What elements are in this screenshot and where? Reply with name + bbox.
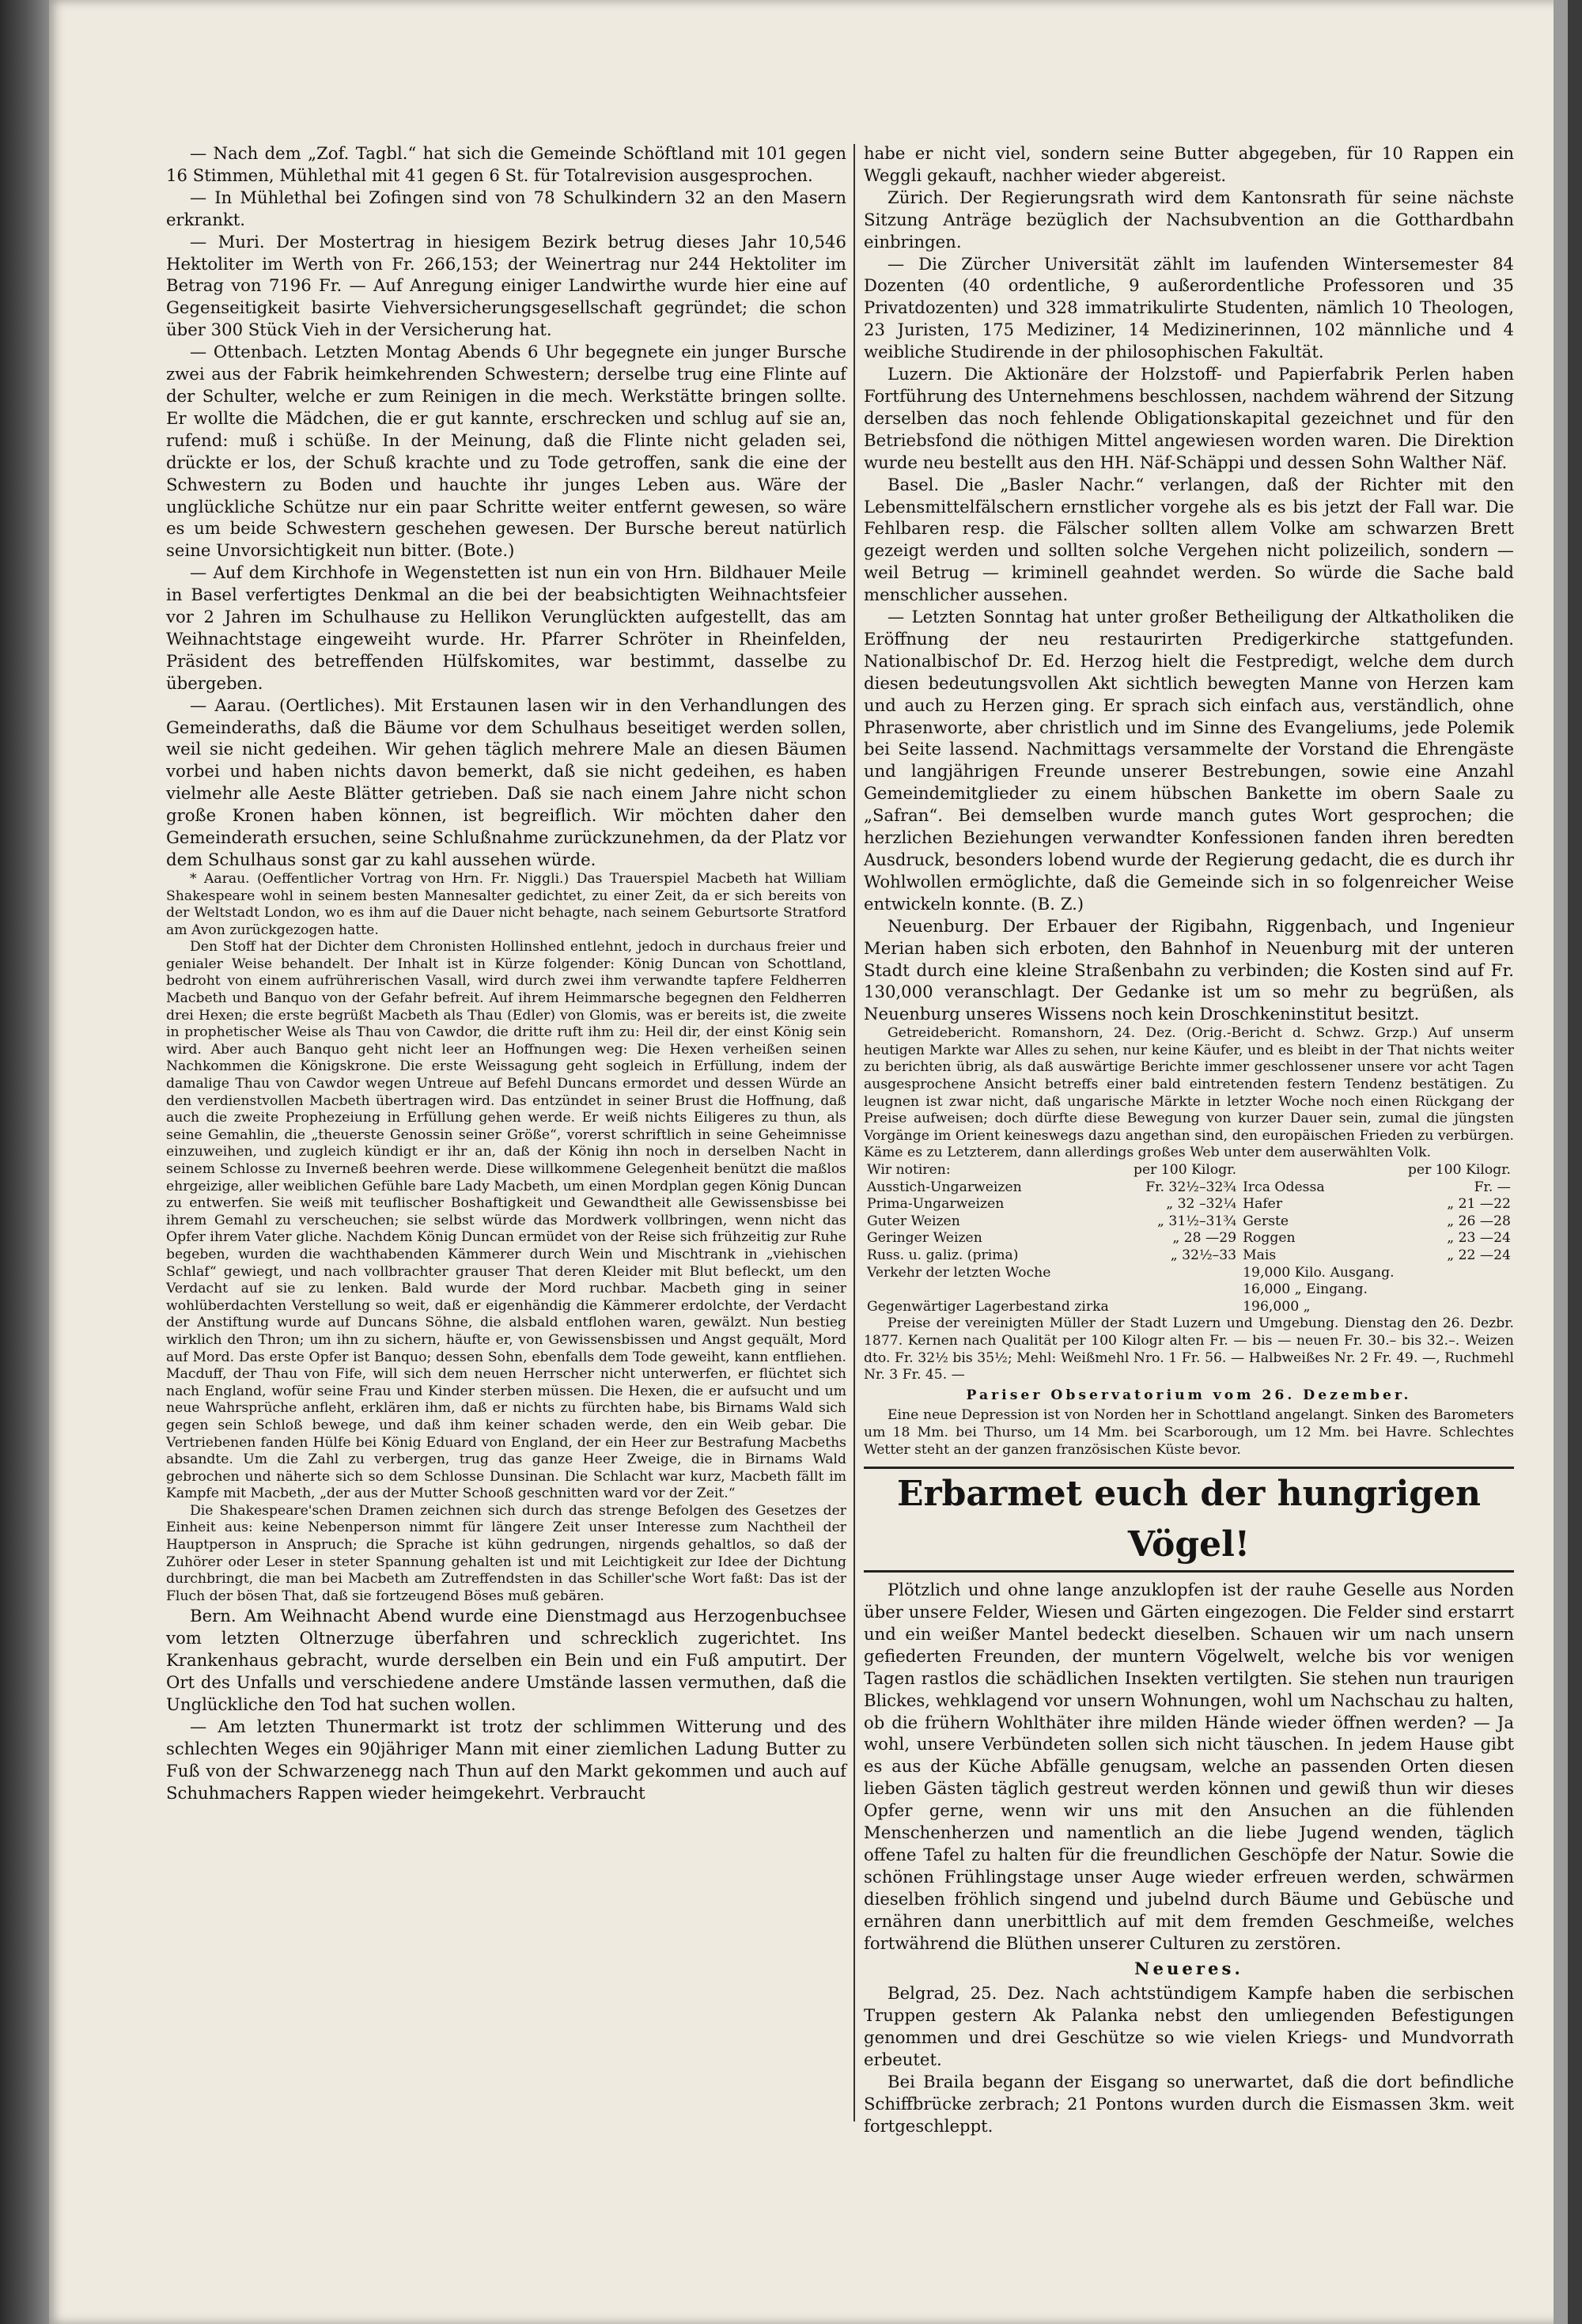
table-row: Russ. u. galiz. (prima) „ 32½–33 Mais „ 22 —24 (867, 1247, 1511, 1263)
table-row: Gegenwärtiger Lagerbestand zirka 196,000 „ (867, 1298, 1311, 1315)
news-aarau-trees: — Aarau. (Oertliches). Mit Erstaunen lasen wir in den Verhandlungen des Gemeinderaths, daß die Bäume vor dem Schulhaus beseitiget werden sollen, weil sie nicht gedeihen. Wir gehen täglich mehrere Male an diesen Bäumen vorbei und haben nichts davon bemerkt, daß sie nicht gedeihen, es haben vielmehr alle Aeste Blätter getrieben. Daß sie nach einem Jahre nicht schon große Kronen haben können, ist begreiflich. Wir möchten daher den Gemeinderath ersuchen, seine Schlußnahme zurückzunehmen, da der Platz vor dem Schulhaus sonst gar zu kahl aussehen würde. (166, 695, 846, 869)
page-edge (1554, 0, 1568, 2324)
table-row: Prima-Ungarweizen „ 32 –32¼ Hafer „ 21 —22 (867, 1196, 1511, 1213)
price-head-unit-2: per 100 Kilogr. (1407, 1162, 1511, 1178)
news-zuerich: Zürich. Der Regierungsrath wird dem Kantonsrath für seine nächste Sitzung Anträge bezüglich der Nachsubvention an die Gotthardbahn einbringen. (864, 187, 1514, 252)
right-column (864, 142, 1514, 2137)
observatory-heading: Pariser Observatorium vom 26. Dezember. (966, 1387, 1412, 1403)
news-heading: Neueres. (1134, 1958, 1243, 1978)
appeal-text: Plötzlich und ohne lange anzuklopfen ist der rauhe Geselle aus Norden über unsere Felder, Wiesen und Gärten eingezogen. Die Felder sind erstarrt und ein weißer Mantel bedeckt dieselben. Schauen wir um nach unsern gefiederten Freunden, der muntern Vögelwelt, welche bis vor wenigen Tagen rastlos die schädlichen Insekten vertilgten. Sie stehen nun traurigen Blickes, wehklagend vor unsern Wohnungen, wohl um Nachschau zu halten, ob die frühern Wohlthäter ihre milden Hände wieder öffnen werden? — Ja wohl, unsere Verbündeten sollen sich nicht täuschen. In jedem Hause gibt es aus der Küche Abfälle genugsam, welche an passenden Orten diesen lieben Gästen täglich gestreut werden können und gewiß thun wir dieses Opfer gerne, wenn wir uns mit den Ansuchen an die fühlenden Menschenherzen und namentlich an die liebe Jugend wenden, täglich offene Tafel zu halten für die freundlichen Geschöpfe der Natur. Sowie die schönen Frühlingstage unser Auge wieder erfreuen werden, schwärmen dieselben fröhlich singend und jubelnd durch Bäume und Gebüsche und ernähren dann unerbittlich auf mit dem fremden Geschmeiße, welches fortwährend die Blüthen unserer Culturen zu zerstören. (864, 1580, 1514, 1953)
lecture-conclusion: Die Shakespeare'schen Dramen zeichnen sich durch das strenge Befolgen des Gesetzes der Einheit aus: keine Nebenperson nimmt für längere Zeit unser Interesse zum Nachtheil der Hauptperson in Anspruch; die Sprache ist kühn gedrungen, nirgends gehaltlos, so daß der Zuhörer oder Leser in steter Spannung gehalten ist und mit Leichtigkeit zur Idee der Dichtung durchbringt, die man bei Macbeth am Zutreffendsten in das Schiller'sche Wort faßt: Das ist der Fluch der bösen That, daß sie fortzeugend Böses muß gebären. (166, 1502, 846, 1604)
table-row: Verkehr der letzten Woche 19,000 Kilo. Ausgang. (867, 1264, 1395, 1281)
table-row: Guter Weizen „ 31½–31¾ Gerste „ 26 —28 (867, 1213, 1511, 1229)
price-head-unit: per 100 Kilogr. (1133, 1162, 1237, 1178)
news-thun: — Am letzten Thunermarkt ist trotz der schlimmen Witterung und des schlechten Weges ein 90jähriger Mann mit einer ziemlichen Ladung Butter zu Fuß von der Schwarzenegg nach Thun auf den Markt gekommen und auch auf Schuhmachers Rappen wieder heimgekehrt. Verbraucht (166, 1716, 846, 1803)
price-table (864, 1162, 1514, 1315)
news-wegenstetten: — Auf dem Kirchhofe in Wegenstetten ist nun ein von Hrn. Bildhauer Meile in Basel verfertigtes Denkmal an die bei der beabsichtigten Weihnachtsfeier vor 2 Jahren im Schulhause zu Hellikon Verunglückten aufgestellt, das am Weihnachtstage eingeweiht wurde. Hr. Pfarrer Schröter in Rheinfelden, Präsident des betreffenden Hülfskomites, war bestimmt, dasselbe zu übergeben. (166, 562, 846, 693)
book-binding (0, 0, 49, 2324)
observatory-report: Eine neue Depression ist von Norden her in Schottland angelangt. Sinken des Barometers um 18 Mm. bei Thurso, um 14 Mm. bei Scarborough, um 12 Mm. bei Havre. Schlechtes Wetter steht an der ganzen französischen Küste bevor. (864, 1407, 1514, 1458)
news-luzern: Luzern. Die Aktionäre der Holzstoff- und Papierfabrik Perlen haben Fortführung des Unternehmens beschlossen, nachdem während der Sitzung derselben das noch fehlende Obligationskapital gezeichnet und für den Betriebsfond die nöthigen Mittel angewiesen worden waren. Die Direktion wurde neu bestellt aus den HH. Näf-Schäppi und dessen Sohn Walther Näf. (864, 364, 1514, 472)
column-divider (853, 144, 855, 2122)
news-schoeftland: — Nach dem „Zof. Tagbl.“ hat sich die Gemeinde Schöftland mit 101 gegen 16 Stimmen, Mühlethal mit 41 gegen 6 St. für Totalrevision ausgesprochen. (166, 143, 846, 185)
news-bern: Bern. Am Weihnacht Abend wurde eine Dienstmagd aus Herzogenbuchsee vom letzten Oltnerzuge überfahren und schrecklich zugerichtet. Ins Krankenhaus gebracht, wurde derselben ein Bein und ein Fuß amputirt. Der Ort des Unfalls und verschiedene andere Umstände lassen vermuthen, daß die Unglückliche den Tod hat suchen wollen. (166, 1606, 846, 1715)
lecture-plot: Den Stoff hat der Dichter dem Chronisten Hollinshed entlehnt, jedoch in durchaus freier und genialer Weise behandelt. Der Inhalt ist in Kürze folgender: König Duncan von Schottland, bedroht von einem aufrührerischen Vasall, wird durch zwei ihm verwandte tapfere Feldherren Macbeth und Banquo von der Gefahr befreit. Auf ihrem Heimmarsche begegnen den Feldherren drei Hexen; die erste begrüßt Macbeth als Thau (Edler) von Glomis, was er bereits ist, die zweite in prophetischer Weise als Thau von Cawdor, die dritte ruft ihm zu: Heil dir, der einst König sein wird. Aber auch Banquo geht nicht leer an Hoffnungen weg: Die Hexen verheißen seinen Nachkommen die Königskrone. Die erste Weissagung geht sogleich in Erfüllung, indem der damalige Thau von Cawdor wegen Untreue auf Befehl Duncans ermordet und dessen Würde an den verdienstvollen Macbeth übertragen wird. Das entzündet in seiner Brust die Hoffnung, daß auch die zweite Prophezeiung in Erfüllung gehen werde. Er weiß nichts Eiligeres zu thun, als seine Gemahlin, die „theuerste Genossin seiner Größe“, vorerst schriftlich in seine Geheimnisse einzuweihen, und zugleich kündigt er ihr an, daß der König ihn noch in derselben Nacht in seinem Schlosse zu Inverneß beehren werde. Diese willkommene Gelegenheit benützt die maßlos ehrgeizige, aller weiblichen Gefühle bare Lady Macbeth, um einen Mordplan gegen König Duncan zu entwerfen. Sie weiß mit teuflischer Boshaftigkeit und Gewandtheit alle Gewissensbisse bei ihrem Gemahl zu verscheuchen; sie selbst würde das Mordwerk vollbringen, wenn nicht das Opfer ihrem Vater gliche. Nachdem König Duncan ermüdet von der Reise sich frühzeitig zur Ruhe begeben, wurden die wachthabenden Kämmerer durch Wein und Mischtrank in „viehischen Schlaf“ gewiegt, und nach vollbrachter grauser That deren Kleider mit Blut befleckt, um den Verdacht auf sie zu lenken. Bald wurde der Mord ruchbar. Macbeth ging in seiner wohlüberdachten Verstellung so weit, daß er eigenhändig die Kämmerer erdolchte, der Verdacht der Anstiftung wurde auf Duncans Söhne, die alsbald entflohen waren, gewälzt. Nun bestieg wirklich den Thron; um ihn zu sichern, häufte er, von Gewissensbissen und Angst gequält, Mord auf Mord. Das erste Opfer ist Banquo; dessen Sohn, ebenfalls dem Tode geweiht, kann entfliehen. Macduff, der Thau von Fife, will sich dem neuen Herrscher nicht unterwerfen, er flüchtet sich nach England, wofür seine Frau und Kinder sterben müssen. Die Hexen, die er aufsucht und um neue Wahrsprüche anfleht, erklären ihm, daß er nichts zu fürchten habe, bis Birnams Wald sich gegen sein Schloß bewege, und daß ihm keiner schaden werde, den ein Weib gebar. Die Vertriebenen fanden Hülfe bei König Eduard von England, der ein Heer zur Bestrafung Macbeths absandte. Um die Zahl zu verbergen, trug das ganze Heer Zweige, die in Birnams Wald gebrochen und näherte sich so dem Schlosse Dunsinan. Die Schlacht war kurz, Macbeth fällt im Kampfe mit Macbeth, „der aus der Mutter Schooß geschnitten ward vor der Zeit.“ (166, 939, 846, 1502)
table-row: Geringer Weizen „ 28 —29 Roggen „ 23 —24 (867, 1230, 1511, 1247)
news-ottenbach: — Ottenbach. Letzten Montag Abends 6 Uhr begegnete ein junger Bursche zwei aus der Fabrik heimkehrenden Schwestern; derselbe trug eine Flinte auf der Schulter, welche er zum Reinigen in die mech. Werkstätte bringen sollte. Er wollte die Mädchen, die er gut kannte, erschrecken und schlug auf sie an, rufend: muß i schüße. In der Meinung, daß die Flinte nicht geladen sei, drückte er los, der Schuß krachte und zu Tode getroffen, sank die eine der Schwestern zu Boden und hauchte ihr junges Leben aus. Wäre der unglückliche Schütze nur ein paar Schritte weiter entfernt gewesen, so wäre es um beide Schwestern geschehen gewesen. Der Bursche bereut natürlich seine Unvorsichtigkeit nun bitter. (Bote.) (166, 342, 846, 561)
news-basel: Basel. Die „Basler Nachr.“ verlangen, daß der Richter mit den Lebensmittelfälschern ernstlicher vorgehe als es bis jetzt der Fall war. Die Fehlbaren resp. die Fälscher sollten allem Volke am schwarzen Brett gezeigt werden und sollten solche Vergehen nicht polizeilich, sondern — weil Betrug — kriminell geahndet werden. So würde die Sache bald menschlicher aussehen. (864, 474, 1514, 605)
news-thun-cont: habe er nicht viel, sondern seine Butter abgegeben, für 10 Rappen ein Weggli gekauft, nachher wieder abgereist. (864, 143, 1514, 185)
table-row: Ausstich-Ungarweizen Fr. 32½–32¾ Irca Odessa Fr. — (867, 1179, 1511, 1195)
table-row: 16,000 „ Eingang. (1243, 1281, 1368, 1298)
news-muri: — Muri. Der Mostertrag in hiesigem Bezirk betrug dieses Jahr 10,546 Hektoliter im Werth von Fr. 266,153; der Weinertrag nur 244 Hektoliter im Betrag von 7196 Fr. — Auf Anregung einiger Landwirthe wurde hier eine auf Gegenseitigkeit basirte Viehversicherungsgesellschaft gegründet; die schon über 300 Stück Vieh in der Versicherung hat. (166, 231, 846, 340)
lecture-intro: * Aarau. (Oeffentlicher Vortrag von Hrn. Fr. Niggli.) Das Trauerspiel Macbeth hat William Shakespeare wohl in seinem besten Mannesalter gedichtet, zu einer Zeit, da er sich bereits von der Weltstadt London, wo es ihm auf die Dauer nicht behagte, nach seinem Geburtsorte Stratford am Avon zurückgezogen hatte. (166, 870, 846, 938)
news-altkatholiken: — Letzten Sonntag hat unter großer Betheiligung der Altkatholiken die Eröffnung der neu restaurirten Predigerkirche stattgefunden. Nationalbischof Dr. Ed. Herzog hielt die Festpredigt, welche dem durch diesen bedeutungsvollen Akt sichtlich bewegten Manne von Herzen kam und auch zu Herzen ging. Er sprach sich einfach aus, verständlich, ohne Phrasenworte, aber christlich und im Sinne des Evangeliums, jede Polemik bei Seite lassend. Nachmittags versammelte der Vorstand die Ehrengäste und langjährigen Freunde unserer Bestrebungen, sowie eine Anzahl Gemeindemitglieder zu einem hübschen Bankette im obern Saale zu „Safran“. Bei demselben wurde manch gutes Wort gesprochen; die herzlichen Beziehungen verwandter Konfessionen fanden ihren beredten Ausdruck, besonders lobend wurde der Regierung gedacht, die es durch ihr Wohlwollen ermöglichte, daß die Gemeinde sich in so folgenreicher Weise entwickeln konnte. (B. Z.) (864, 607, 1514, 914)
grain-report: Getreidebericht. Romanshorn, 24. Dez. (Orig.-Bericht d. Schwz. Grzp.) Auf unserm heutigen Markte war Alles zu sehen, nur keine Käufer, und es bleibt in der That nichts weiter zu berichten übrig, als daß auswärtige Berichte immer geschlossener unsere vor acht Tagen ausgesprochene Ansicht betreffs einer bald eintretenden festern Tendenz bestätigen. Zu leugnen ist zwar nicht, daß ungarische Märkte in letzter Woche noch einen Rückgang der Preise aufweisen; doch dürfte diese Bewegung von kurzer Dauer sein, zumal die jüngsten Vorgänge im Orient keineswegs dazu angethan sind, den europäischen Frieden zu verbürgen. Käme es zu Letzterem, dann allerdings großes Web unter dem auserwählten Volk. (864, 1025, 1514, 1161)
news-muehlethal: — In Mühlethal bei Zofingen sind von 78 Schulkindern 32 an den Masern erkrankt. (166, 187, 846, 229)
mill-prices: Preise der vereinigten Müller der Stadt Luzern und Umgebung. Dienstag den 26. Dezbr. 1877. Kernen nach Qualität per 100 Kilogr alten Fr. — bis — neuen Fr. 30.– bis 32.–. Weizen dto. Fr. 32½ bis 35½; Mehl: Weißmehl Nro. 1 Fr. 56. — Halbweißes Nr. 2 Fr. 49. —, Ruchmehl Nr. 3 Fr. 45. — (864, 1315, 1514, 1383)
news-university: — Die Zürcher Universität zählt im laufenden Wintersemester 84 Dozenten (40 ordentliche, 9 außerordentliche Professoren und 35 Privatdozenten) und 328 immatrikulirte Studenten, nämlich 10 Theologen, 23 Juristen, 175 Mediziner, 14 Medizinerinnen, 102 männliche und 4 weibliche Studirende in der philosophischen Fakultät. (864, 253, 1514, 362)
news-belgrad: Belgrad, 25. Dez. Nach achtstündigem Kampfe haben die serbischen Truppen gestern Ak Palanka nebst den umliegenden Befestigungen genommen und drei Geschütze so wie vielen Kriegs- und Mundvorrath erbeutet. (864, 1983, 1514, 2070)
news-braila: Bei Braila begann der Eisgang so unerwartet, daß die dort befindliche Schiffbrücke zerbrach; 21 Pontons wurden durch die Eismassen 3km. weit fortgeschleppt. (864, 2072, 1514, 2136)
news-neuenburg: Neuenburg. Der Erbauer der Rigibahn, Riggenbach, und Ingenieur Merian haben sich erboten, den Bahnhof in Neuenburg mit der unteren Stadt durch eine kleine Straßenbahn zu verbinden; die Kosten sind auf Fr. 130,000 veranschlagt. Der Gedanke ist um so mehr zu begrüßen, als Neuenburg unseres Wissens noch kein Droschkeninstitut besitzt. (864, 915, 1514, 1024)
appeal-heading: Erbarmet euch der hungrigen Vögel! (864, 1467, 1514, 1573)
left-column (166, 142, 846, 1804)
price-head-left: Wir notiren: (867, 1162, 951, 1178)
